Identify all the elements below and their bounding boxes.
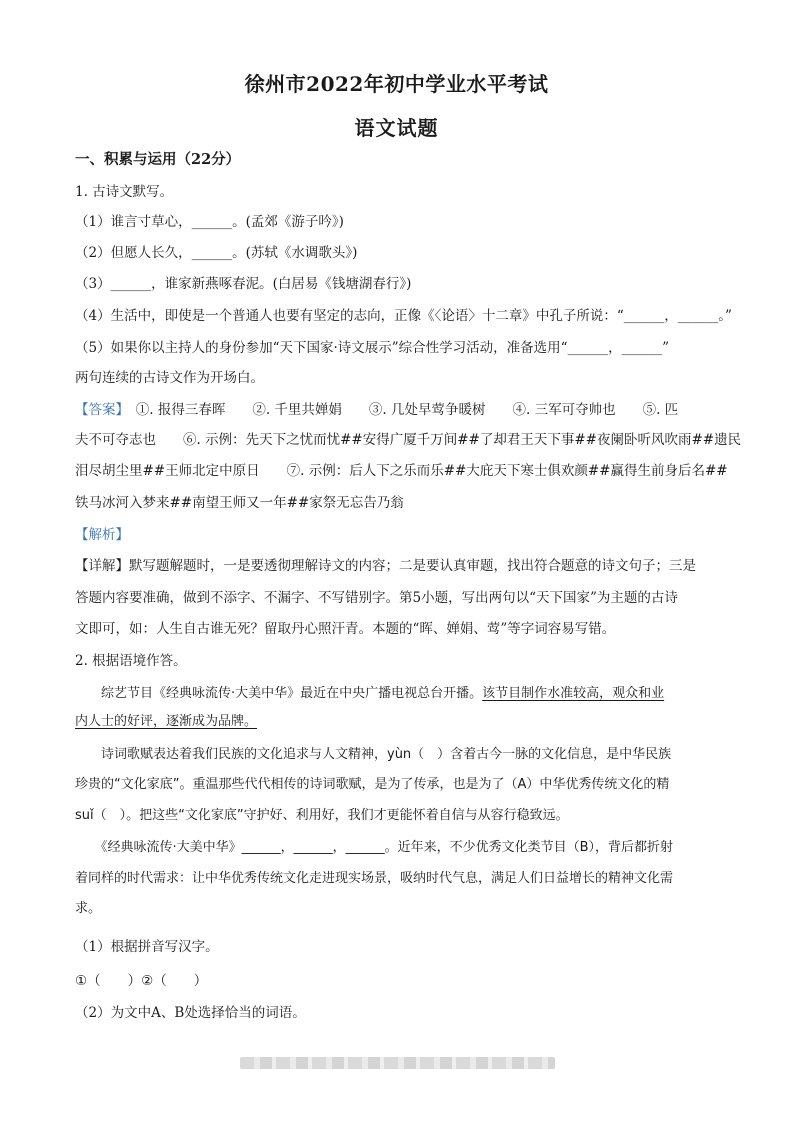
page-title: 徐州市2022年初中学业水平考试 xyxy=(244,72,549,96)
passage-line: 求。 xyxy=(75,901,102,916)
page-subtitle: 语文试题 xyxy=(354,116,439,140)
sub-question: （2）为文中A、B处选择恰当的词语。 xyxy=(75,1005,306,1021)
answer-line: 夫不可夺志也 ⑥. 示例：先天下之忧而忧##安得广厦千万间##了却君王天下事##夜阑卧听风吹雨##遗民 xyxy=(75,432,742,448)
detail-line: 文即可，如：人生自古谁无死？留取丹心照汗青。本题的“晖、婵娟、莺”等字词容易写错。 xyxy=(75,621,616,637)
passage-line: 《经典咏流传·大美中华》______，______，______。近年来，不少优秀文化类节目（B），背后都折射 xyxy=(75,840,674,855)
underlined-sentence: 该节目制作水准较高，观众和业 xyxy=(482,686,665,701)
detail-line: 答题内容要准确，做到不添字、不漏字、不写错别字。第5小题，写出两句以“天下国家”为主题的古诗 xyxy=(75,590,678,606)
passage-line: suǐ（ ）。把这些“文化家底”守护好、利用好，我们才更能怀着自信与从容行稳致远。 xyxy=(75,808,569,823)
underlined-sentence: 内人士的好评，逐渐成为品牌。 xyxy=(75,714,258,729)
question-stem: 1. 古诗文默写。 xyxy=(75,184,174,200)
answer-line xyxy=(75,400,725,420)
passage-line xyxy=(75,712,725,732)
question-item: （1）谁言寸草心，______。(孟郊《游子吟》) xyxy=(75,214,344,230)
analysis-label: 【解析】 xyxy=(75,527,129,543)
passage-text: 综艺节目《经典咏流传·大美中华》最近在中央广播电视总台开播。 xyxy=(75,686,483,701)
section-heading: 一、积累与运用（22分） xyxy=(75,151,241,168)
passage-line: 诗词歌赋表达着我们民族的文化追求与人文精神，yùn（ ）含着古今一脉的文化信息，是中华民族 xyxy=(75,747,672,762)
question-stem: 2. 根据语境作答。 xyxy=(75,653,187,669)
answer-text: ①. 报得三春晖 ②. 千里共婵娟 ③. 几处早莺争暖树 ④. 三军可夺帅也 ⑤. 匹 xyxy=(135,402,679,418)
question-item: （3）______，谁家新燕啄春泥。(白居易《钱塘湖春行》) xyxy=(75,276,412,292)
passage-line xyxy=(75,684,725,704)
question-item: （4）生活中，即使是一个普通人也要有坚定的志向，正像《〈论语〉十二章》中孔子所说：“______，______。” xyxy=(75,308,732,324)
answer-line: 泪尽胡尘里##王师北定中原日 ⑦. 示例：后人下之乐而乐##大庇天下寒士俱欢颜##赢得生前身后名## xyxy=(75,463,728,479)
answer-line: 铁马冰河入梦来##南望王师又一年##家祭无忘告乃翁 xyxy=(75,495,404,511)
sub-question-blanks: ①（ ）②（ ） xyxy=(75,973,208,989)
blurred-watermark xyxy=(240,1057,555,1069)
passage-line: 珍贵的“文化家底”。重温那些代代相传的诗词歌赋，是为了传承，也是为了（A）中华优秀传统文化的精 xyxy=(75,777,670,792)
sub-question: （1）根据拼音写汉字。 xyxy=(75,939,219,955)
answer-label: 【答案】 xyxy=(75,402,123,418)
question-item: 两句连续的古诗文作为开场白。 xyxy=(75,370,264,386)
passage-line: 着同样的时代需求：让中华优秀传统文化走进现实场景，吸纳时代气息，满足人们日益增长的精神文化需 xyxy=(75,871,674,886)
detail-line: 【详解】默写题解题时，一是要透彻理解诗文的内容；二是要认真审题，找出符合题意的诗文句子；三是 xyxy=(75,558,696,574)
question-item: （2）但愿人长久，______。(苏轼《水调歌头》) xyxy=(75,245,358,261)
question-item: （5）如果你以主持人的身份参加“天下国家·诗文展示”综合性学习活动，准备选用“______，______” xyxy=(75,340,669,356)
